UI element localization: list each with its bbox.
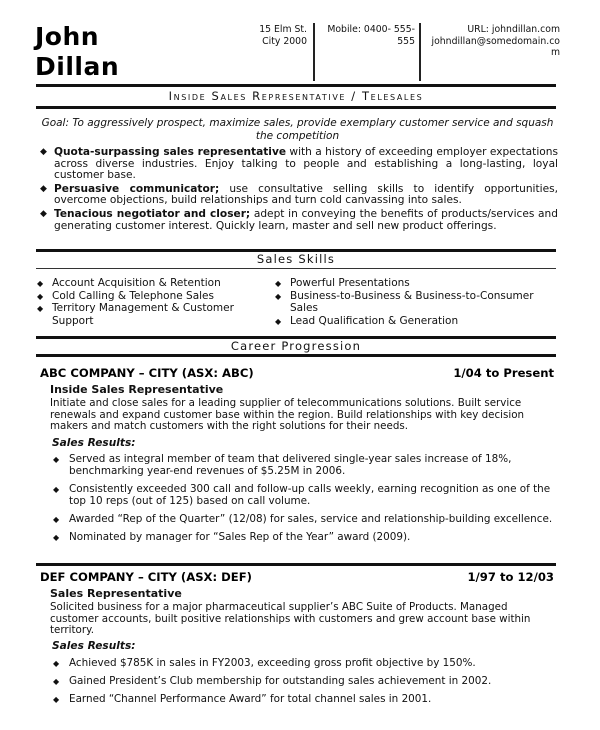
headline-rule-top (36, 84, 556, 87)
list-item: ◆ Account Acquisition & Retention (37, 277, 221, 289)
results-label: Sales Results: (52, 437, 136, 449)
qualification-text: adept in conveying the benefits of products/services and generating customer interest. Quickly learn, master and sell new product offerings. (54, 207, 558, 232)
bullet-icon: ◆ (37, 279, 44, 288)
list-item (40, 146, 558, 182)
bullet-icon: ◆ (40, 208, 47, 219)
divider-1 (313, 23, 315, 81)
bullet-icon: ◆ (53, 659, 60, 668)
results-label: Sales Results: (52, 640, 136, 652)
list-item: ◆ Cold Calling & Telephone Sales (37, 289, 214, 302)
skills-rule-bottom (36, 268, 556, 269)
qualification-heading: Tenacious negotiator and closer; (54, 207, 251, 220)
list-item (40, 182, 558, 207)
goal-statement: Goal: To aggressively prospect, maximize sales, provide exemplary customer service and squash the competition (41, 117, 554, 142)
bullet-icon: ◆ (40, 183, 47, 194)
list-item (40, 207, 558, 232)
bullet-icon: ◆ (40, 147, 47, 157)
qualification-heading: Persuasive communicator; (54, 182, 220, 195)
job-separator (36, 563, 556, 566)
list-item: ◆ Lead Qualification & Generation (275, 314, 459, 327)
bullet-icon: ◆ (53, 485, 60, 494)
qualification-heading: Quota-surpassing sales representative (54, 146, 287, 158)
career-rule-bottom (36, 354, 556, 357)
skills-title: Sales Skills (256, 252, 336, 266)
job-title: Inside Sales Representative (50, 383, 224, 396)
list-item: ◆ Powerful Presentations (275, 277, 410, 289)
company-name: ABC COMPANY – CITY (ASX: ABC) (40, 366, 254, 380)
job-title: Sales Representative (50, 587, 182, 600)
qualifications-list (40, 146, 558, 234)
bullet-icon: ◆ (53, 515, 60, 524)
mobile: Mobile: 0400- 555- 555 (327, 24, 415, 47)
job-2-header (40, 570, 554, 584)
url: URL: johndillan.com (467, 24, 560, 35)
results-list (53, 657, 557, 705)
bullet-icon: ◆ (275, 279, 282, 288)
career-title: Career Progression (230, 339, 362, 353)
bullet-icon: ◆ (275, 316, 282, 326)
list-item: ◆ Served as integral member of team that delivered single-year sales increase of 18%, benchmarking year-end revenues of $5.25M in 2006. (53, 453, 512, 477)
bullet-icon: ◆ (275, 291, 282, 301)
first-name: John (35, 22, 100, 51)
job-description: Solicited business for a major pharmaceutical supplier’s ABC Suite of Products. Managed customer accounts, built positive relationships with customers and grew account base within territory. (50, 601, 531, 637)
qualification-text: use consultative selling skills to identify opportunities, overcome objections, build relationships and turn cold canvassing into sales. (54, 182, 558, 207)
skills-list-right (275, 277, 558, 327)
company-name: DEF COMPANY – CITY (ASX: DEF) (40, 570, 252, 584)
list-item: ◆ Nominated by manager for “Sales Rep of the Year” award (2009). (53, 531, 411, 543)
bullet-icon: ◆ (53, 455, 60, 464)
headline: Inside Sales Representative / Telesales (168, 89, 424, 103)
job-dates: 1/97 to 12/03 (467, 570, 554, 584)
bullet-icon: ◆ (53, 533, 60, 542)
email: johndillan@somedomain.com (431, 35, 560, 58)
contact-web (425, 24, 560, 59)
divider-2 (419, 23, 421, 81)
job-description: Initiate and close sales for a leading supplier of telecommunications solutions. Built service renewals and expand customer base within the region. Build relationships with key decision makers and match customers with the right solutions for their needs. (50, 397, 525, 433)
list-item: ◆ Gained President’s Club membership for outstanding sales achievement in 2002. (53, 675, 492, 687)
list-item: ◆ Awarded “Rep of the Quarter” (12/08) for sales, service and relationship-building excellence. (53, 513, 553, 525)
last-name: Dillan (35, 52, 120, 81)
bullet-icon: ◆ (37, 291, 44, 301)
list-item: ◆ Business-to-Business & Business-to-Consumer Sales (275, 289, 534, 315)
qualification-text: with a history of exceeding employer expectations across diverse industries. Enjoy talking to people and establishing a long-lasting, loyal customer base. (54, 146, 558, 182)
bullet-icon: ◆ (37, 304, 44, 314)
skills-list-left (37, 277, 252, 327)
headline-rule-bottom (36, 106, 556, 109)
results-list (53, 453, 557, 543)
job-dates: 1/04 to Present (453, 366, 554, 380)
bullet-icon: ◆ (53, 677, 60, 686)
bullet-icon: ◆ (53, 695, 60, 704)
list-item: ◆ Earned “Channel Performance Award” for total channel sales in 2001. (53, 693, 432, 705)
list-item: ◆ Territory Management & Customer Support (37, 302, 234, 327)
list-item: ◆ Achieved $785K in sales in FY2003, exceeding gross profit objective by 150%. (53, 657, 476, 669)
list-item: ◆ Consistently exceeded 300 call and follow-up calls weekly, earning recognition as one of the top 10 reps (out of 125) based on call volume. (53, 483, 551, 507)
job-1-header (40, 366, 554, 380)
address: 15 Elm St. City 2000 (259, 24, 307, 47)
